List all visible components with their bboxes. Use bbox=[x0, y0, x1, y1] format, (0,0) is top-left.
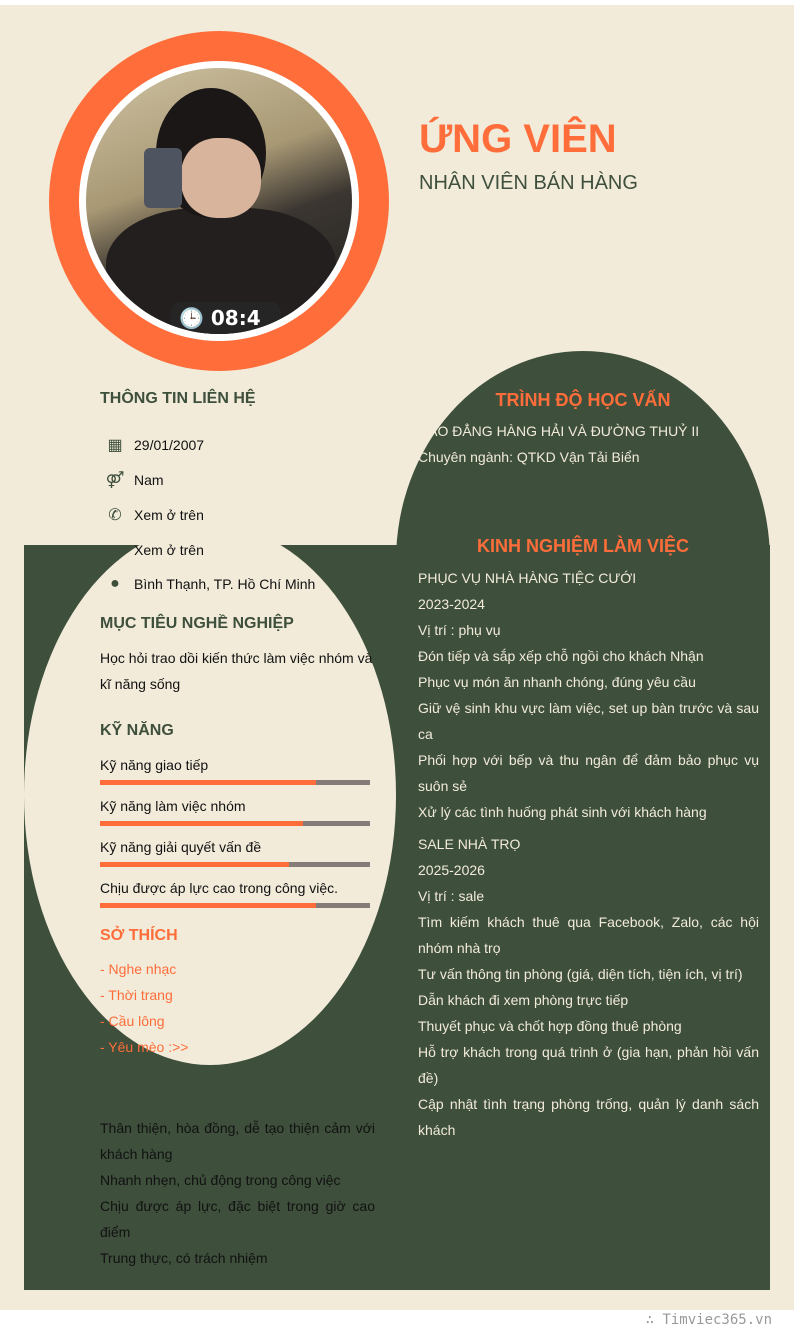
skill-bar bbox=[100, 821, 370, 826]
contact-birthday bbox=[104, 435, 204, 455]
cv-page bbox=[0, 5, 794, 1310]
email-icon: ✉ bbox=[108, 542, 122, 559]
job-period: 2023-2024 bbox=[418, 596, 485, 612]
education-heading: TRÌNH ĐỘ HỌC VẤN bbox=[495, 390, 671, 410]
job-task: Phối hợp với bếp và thu ngân để đảm bảo phục vụ suôn sẻ bbox=[418, 752, 759, 794]
job-task: Xử lý các tình huống phát sinh với khách hàng bbox=[418, 804, 707, 820]
job-task: Tìm kiếm khách thuê qua Facebook, Zalo, các hội nhóm nhà trọ bbox=[418, 914, 759, 956]
hobbies-list bbox=[100, 956, 188, 1060]
beige-ellipse-bg bbox=[24, 525, 396, 1065]
strength-item: Chịu được áp lực, đặc biệt trong giờ cao điểm bbox=[100, 1198, 375, 1240]
location-icon: ● bbox=[110, 575, 120, 592]
skill-item bbox=[100, 757, 370, 785]
contact-gender bbox=[104, 470, 164, 490]
skill-label: Kỹ năng giao tiếp bbox=[100, 757, 209, 773]
candidate-name: ỨNG VIÊN bbox=[419, 117, 617, 161]
hobby-item: - Cầu lông bbox=[100, 1013, 165, 1029]
skill-bar bbox=[100, 862, 370, 867]
education-details bbox=[418, 418, 759, 470]
contact-value: Xem ở trên bbox=[134, 542, 204, 558]
experience-job bbox=[418, 565, 759, 825]
contact-address bbox=[104, 575, 315, 593]
job-period: 2025-2026 bbox=[418, 862, 485, 878]
avatar bbox=[86, 68, 352, 334]
calendar-icon: ▦ bbox=[107, 437, 123, 454]
job-task: Đón tiếp và sắp xếp chỗ ngồi cho khách Nhận bbox=[418, 648, 704, 664]
skill-label: Chịu được áp lực cao trong công việc. bbox=[100, 880, 339, 896]
job-task: Thuyết phục và chốt hợp đồng thuê phòng bbox=[418, 1018, 682, 1034]
experience-heading: KINH NGHIỆM LÀM VIỆC bbox=[476, 536, 689, 556]
footer-brand[interactable]: ∴ Timviec365.vn bbox=[645, 1312, 772, 1328]
skill-bar-fill bbox=[100, 821, 303, 826]
job-task: Giữ vệ sinh khu vực làm việc, set up bàn trước và sau ca bbox=[418, 700, 759, 742]
education-school: CAO ĐẲNG HÀNG HẢI VÀ ĐƯỜNG THUỶ II bbox=[418, 423, 700, 439]
job-task: Cập nhật tình trạng phòng trống, quản lý danh sách khách bbox=[418, 1096, 759, 1138]
hobbies-heading: SỞ THÍCH bbox=[100, 927, 178, 944]
gender-icon: ⚤ bbox=[105, 472, 125, 489]
job-role: Vị trí : sale bbox=[418, 888, 485, 904]
skill-item bbox=[100, 798, 370, 826]
education-major: Chuyên ngành: QTKD Vận Tải Biển bbox=[418, 449, 640, 465]
strengths-list bbox=[100, 1115, 375, 1271]
skill-bar bbox=[100, 780, 370, 785]
strength-item: Trung thực, có trách nhiệm bbox=[100, 1250, 268, 1266]
skills-heading: KỸ NĂNG bbox=[100, 722, 174, 739]
skill-item bbox=[100, 839, 370, 867]
candidate-position: NHÂN VIÊN BÁN HÀNG bbox=[419, 172, 638, 194]
contact-phone bbox=[104, 505, 204, 525]
contact-value: Nam bbox=[134, 472, 164, 488]
skill-label: Kỹ năng giải quyết vấn đề bbox=[100, 839, 262, 855]
strength-item: Nhanh nhẹn, chủ động trong công việc bbox=[100, 1172, 341, 1188]
job-task: Tư vấn thông tin phòng (giá, diện tích, tiện ích, vị trí) bbox=[418, 966, 743, 982]
contact-value: 29/01/2007 bbox=[134, 437, 205, 453]
hobby-item: - Nghe nhạc bbox=[100, 961, 177, 977]
hobby-item: - Yêu mèo :>> bbox=[100, 1039, 189, 1055]
objective-text: Học hỏi trao dồi kiến thức làm việc nhóm và kĩ năng sống bbox=[100, 650, 373, 692]
skill-bar-fill bbox=[100, 780, 316, 785]
job-company: PHỤC VỤ NHÀ HÀNG TIỆC CƯỚI bbox=[418, 570, 637, 586]
hobby-item: - Thời trang bbox=[100, 987, 173, 1003]
strength-item: Thân thiện, hòa đồng, dễ tạo thiện cảm với khách hàng bbox=[100, 1120, 375, 1162]
contact-email bbox=[104, 540, 204, 560]
job-task: Dẫn khách đi xem phòng trực tiếp bbox=[418, 992, 629, 1008]
job-company: SALE NHÀ TRỌ bbox=[418, 836, 521, 852]
skill-label: Kỹ năng làm việc nhóm bbox=[100, 798, 246, 814]
job-task: Phục vụ món ăn nhanh chóng, đúng yêu cầu bbox=[418, 674, 696, 690]
skill-bar-fill bbox=[100, 862, 289, 867]
contact-heading: THÔNG TIN LIÊN HỆ bbox=[100, 390, 256, 407]
objective-heading: MỤC TIÊU NGHỀ NGHIỆP bbox=[100, 615, 294, 632]
experience-job bbox=[418, 831, 759, 1143]
contact-value: Bình Thạnh, TP. Hồ Chí Minh bbox=[134, 576, 316, 592]
photo-clock: 🕒 08:4 bbox=[171, 302, 281, 334]
skill-item bbox=[100, 880, 370, 908]
job-task: Hỗ trợ khách trong quá trình ở (gia hạn, phản hồi vấn đề) bbox=[418, 1044, 759, 1086]
skill-bar-fill bbox=[100, 903, 316, 908]
phone-icon: ✆ bbox=[108, 507, 122, 524]
skill-bar bbox=[100, 903, 370, 908]
contact-value: Xem ở trên bbox=[134, 507, 204, 523]
job-role: Vị trí : phụ vụ bbox=[418, 622, 501, 638]
